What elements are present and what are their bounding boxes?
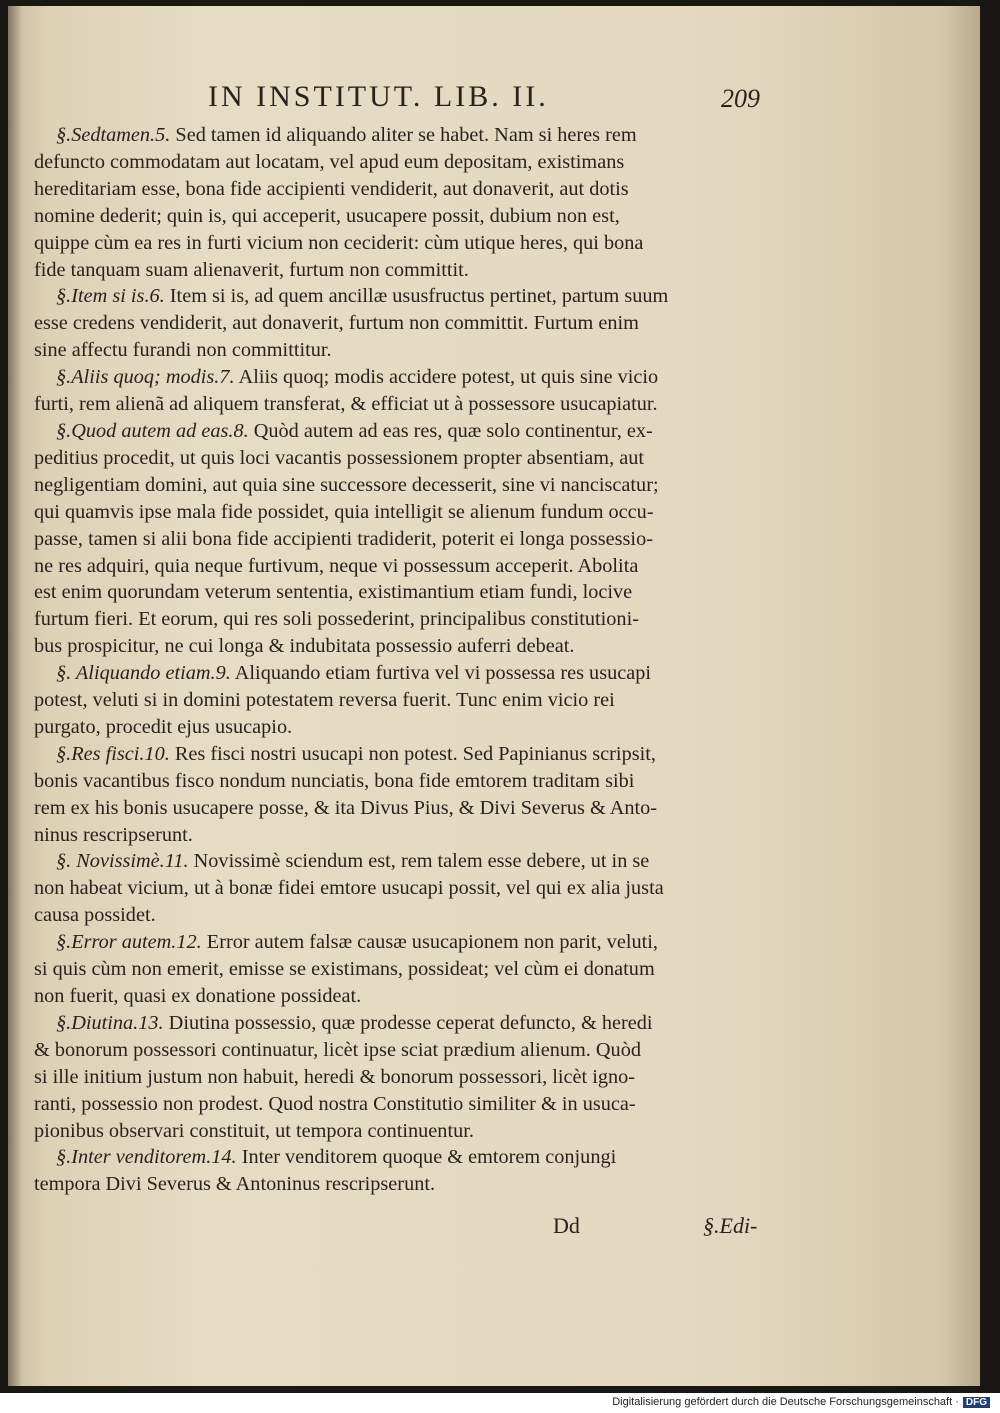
line-text: qui quamvis ipse mala fide possidet, quia intelligit se alienum fundum occu- xyxy=(34,500,654,523)
line-text: ninus rescripserunt. xyxy=(34,823,193,846)
paragraph xyxy=(34,122,769,283)
section-reference: §.Quod autem ad eas.8. xyxy=(56,419,249,442)
text-line xyxy=(34,983,769,1010)
line-text: ranti, possessio non prodest. Quod nostra Constitutio similiter & in usuca- xyxy=(34,1092,636,1115)
text-line xyxy=(34,902,769,929)
line-text: causa possidet. xyxy=(34,904,156,927)
text-line xyxy=(34,418,769,445)
text-line xyxy=(34,1091,769,1118)
text-line xyxy=(34,1010,769,1037)
text-line xyxy=(34,1064,769,1091)
line-text: rem ex his bonis usucapere posse, & ita Divus Pius, & Divi Severus & Anto- xyxy=(34,796,658,819)
text-line xyxy=(34,230,769,257)
line-text: ne res adquiri, quia neque furtivum, neque vi possessum acceperit. Abolita xyxy=(34,554,639,577)
line-text: & bonorum possessori continuatur, licèt ipse sciat prædium alienum. Quòd xyxy=(34,1038,641,1061)
line-text: si quis cùm non emerit, emisse se existimans, possideat; vel cùm ei donatum xyxy=(34,958,655,981)
line-text: non habeat vicium, ut à bonæ fidei emtore usucapi possit, vel qui ex alia justa xyxy=(34,877,664,900)
gutter-shadow xyxy=(8,6,22,1386)
paragraph xyxy=(34,848,769,929)
text-line xyxy=(34,176,769,203)
section-reference: §. Aliquando etiam.9. xyxy=(56,662,231,685)
text-line xyxy=(34,149,769,176)
line-text: non fuerit, quasi ex donatione possideat. xyxy=(34,985,362,1007)
section-reference: §.Error autem.12. xyxy=(56,931,202,954)
text-line xyxy=(34,499,769,526)
section-reference: §.Item si is.6. xyxy=(56,285,165,308)
text-line xyxy=(34,526,769,553)
line-text: pionibus observari constituit, ut tempora continuentur. xyxy=(34,1119,474,1142)
line-text: passe, tamen si alii bona fide accipienti tradiderit, poterit ei longa possessio- xyxy=(34,527,653,550)
signature-mark: Dd xyxy=(553,1213,580,1238)
paragraph xyxy=(34,283,769,364)
line-text: si ille initium justum non habuit, heredi & bonorum possessori, licèt igno- xyxy=(34,1065,636,1088)
page-number: 209 xyxy=(721,84,760,113)
dfg-badge: DFG xyxy=(963,1397,990,1408)
line-text: negligentiam domini, aut quia sine successore decesserit, sine vi nanciscatur; xyxy=(34,473,659,496)
section-reference: §. Novissimè.11. xyxy=(56,850,189,873)
text-line xyxy=(34,203,769,230)
line-text: sine affectu furandi non committitur. xyxy=(34,339,332,362)
line-text: nomine dederit; quin is, qui acceperit, usucapere possit, dubium non est, xyxy=(34,204,620,227)
line-text: Item si is, ad quem ancillæ ususfructus pertinet, partum suum xyxy=(164,285,669,308)
book-page xyxy=(8,6,980,1386)
line-text: Sed tamen id aliquando aliter se habet. Nam si heres rem xyxy=(170,124,637,146)
running-title: IN INSTITUT. LIB. II. xyxy=(208,80,549,113)
section-reference: §.Diutina.13. xyxy=(56,1011,164,1034)
line-text: peditius procedit, ut quis loci vacantis possessionem propter absentiam, aut xyxy=(34,446,645,469)
text-line xyxy=(34,1144,769,1171)
text-line xyxy=(34,472,769,499)
text-line xyxy=(34,606,769,633)
text-line xyxy=(34,579,769,606)
line-text: bus prospicitur, ne cui longa & indubitata possessio auferri debeat. xyxy=(34,635,575,658)
text-line xyxy=(34,122,769,149)
text-line xyxy=(34,741,769,768)
text-line xyxy=(34,1037,769,1064)
text-line xyxy=(34,660,769,687)
text-line xyxy=(34,714,769,741)
line-text: purgato, procedit ejus usucapio. xyxy=(34,715,293,738)
line-text: Diutina possessio, quæ prodesse ceperat defuncto, & heredi xyxy=(163,1011,653,1034)
line-text: Res fisci nostri usucapi non potest. Sed Papinianus scripsit, xyxy=(169,742,656,765)
paragraph xyxy=(34,364,769,418)
line-text: tempora Divi Severus & Antoninus rescripserunt. xyxy=(34,1173,436,1196)
paragraph xyxy=(34,929,769,1010)
line-text: est enim quorundam veterum sententia, existimantium etiam fundi, locive xyxy=(34,581,633,604)
text-line xyxy=(34,257,769,284)
line-text: Novissimè sciendum est, rem talem esse debere, ut in se xyxy=(188,850,650,873)
text-line xyxy=(34,553,769,580)
text-line xyxy=(34,1118,769,1145)
text-line xyxy=(34,391,769,418)
paragraph xyxy=(34,1010,769,1145)
line-text: defuncto commodatam aut locatam, vel apud eum depositam, existimans xyxy=(34,150,625,173)
text-line xyxy=(34,310,769,337)
text-line xyxy=(34,687,769,714)
section-reference: §.Inter venditorem.14. xyxy=(56,1146,237,1169)
line-text: esse credens vendiderit, aut donaverit, furtum non committit. Furtum enim xyxy=(34,312,639,335)
paragraph xyxy=(34,741,769,849)
line-text: furtum fieri. Et eorum, qui res soli possederint, principalibus constitutioni- xyxy=(34,608,639,631)
section-reference: §.Res fisci.10. xyxy=(56,742,170,765)
line-text: Inter venditorem quoque & emtorem conjungi xyxy=(236,1146,617,1169)
text-line xyxy=(34,337,769,364)
digitization-credit xyxy=(612,1396,990,1408)
catchword: §.Edi- xyxy=(703,1213,758,1238)
text-line xyxy=(34,848,769,875)
paragraph xyxy=(34,1144,769,1198)
text-line xyxy=(34,283,769,310)
line-text: Aliquando etiam furtiva vel vi possessa res usucapi xyxy=(230,662,652,685)
line-text: fide tanquam suam alienaverit, furtum non committit. xyxy=(34,258,469,281)
line-text: potest, veluti si in domini potestatem reversa fuerit. Tunc enim vicio rei xyxy=(34,689,615,712)
credit-text: Digitalisierung gefördert durch die Deutsche Forschungsgemeinschaft · xyxy=(612,1396,959,1408)
paragraph xyxy=(34,660,769,741)
text-line xyxy=(34,822,769,849)
section-reference: §.Sedtamen.5. xyxy=(56,124,171,146)
text-line xyxy=(34,1171,769,1198)
section-reference: §.Aliis quoq; modis.7. xyxy=(56,366,235,389)
text-line xyxy=(34,956,769,983)
text-line xyxy=(34,768,769,795)
text-line xyxy=(34,445,769,472)
line-text: furti, rem alienã ad aliquem transferat, & efficiat ut à possessore usucapiatur. xyxy=(34,393,658,416)
line-text: Error autem falsæ causæ usucapionem non parit, veluti, xyxy=(201,931,658,954)
line-text: Quòd autem ad eas res, quæ solo continentur, ex- xyxy=(248,419,653,442)
body-text xyxy=(34,122,769,1198)
text-line xyxy=(34,795,769,822)
paragraph xyxy=(34,418,769,660)
page-header xyxy=(8,80,980,120)
line-text: Aliis quoq; modis accidere potest, ut quis sine vicio xyxy=(234,366,659,389)
line-text: bonis vacantibus fisco nondum nunciatis, bona fide emtorem traditam sibi xyxy=(34,769,635,792)
text-line xyxy=(34,633,769,660)
text-line xyxy=(34,875,769,902)
text-line xyxy=(34,364,769,391)
line-text: hereditariam esse, bona fide accipienti vendiderit, aut donaverit, aut dotis xyxy=(34,177,629,200)
text-line xyxy=(34,929,769,956)
page-footer xyxy=(8,1213,980,1243)
line-text: quippe cùm ea res in furti vicium non ceciderit: cùm utique heres, qui bona xyxy=(34,231,644,254)
